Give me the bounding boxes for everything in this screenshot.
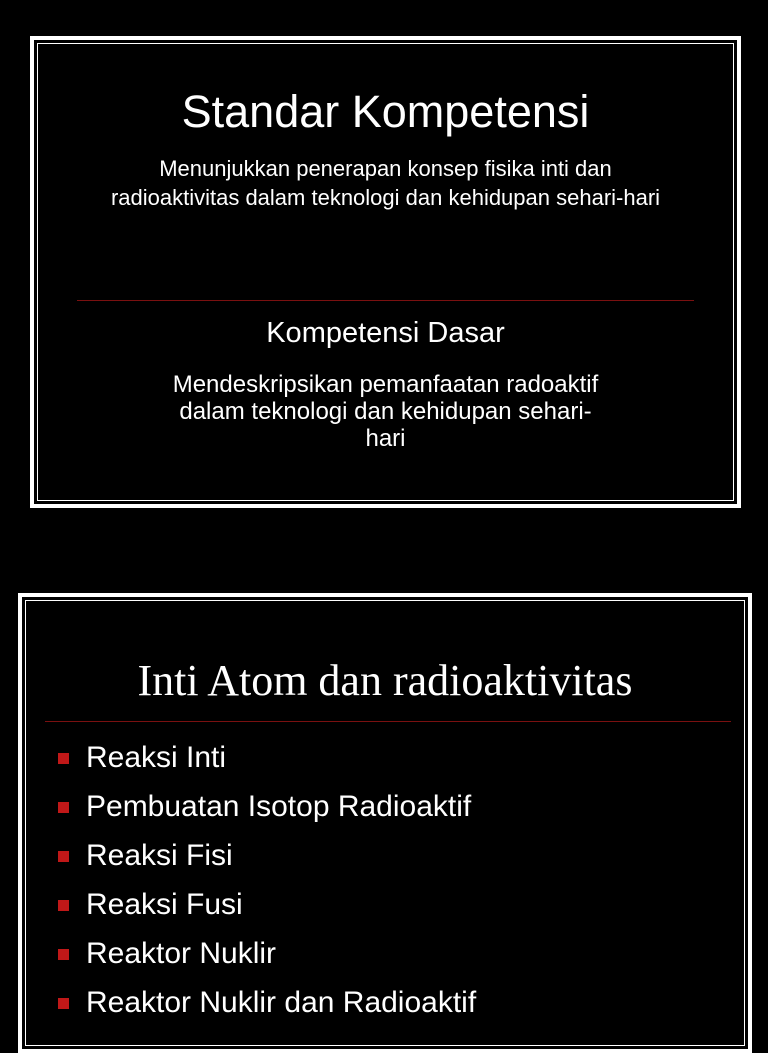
body-line: hari <box>365 425 406 452</box>
list-item <box>58 931 708 980</box>
square-bullet-icon <box>58 949 69 960</box>
slide-inti-atom <box>18 593 752 1053</box>
list-item <box>58 784 708 833</box>
list-item-label: Reaksi Fisi <box>86 839 233 872</box>
square-bullet-icon <box>58 900 69 911</box>
slide-standar-kompetensi <box>30 36 741 508</box>
topic-list <box>58 735 708 1029</box>
square-bullet-icon <box>58 802 69 813</box>
square-bullet-icon <box>58 851 69 862</box>
subtitle-line: Menunjukkan penerapan konsep fisika inti dan <box>159 156 612 181</box>
slide-subtitle <box>54 154 717 212</box>
section-body <box>129 371 642 452</box>
body-line: Mendeskripsikan pemanfaatan radoaktif <box>172 371 599 398</box>
square-bullet-icon <box>58 998 69 1009</box>
subtitle-line: radioaktivitas dalam teknologi dan kehidupan sehari-hari <box>110 185 661 210</box>
slide-title: Standar Kompetensi <box>181 86 590 137</box>
list-item <box>58 980 708 1029</box>
title-divider <box>45 721 731 722</box>
section-heading: Kompetensi Dasar <box>266 317 505 349</box>
list-item-label: Reaktor Nuklir <box>86 937 277 970</box>
list-item-label: Pembuatan Isotop Radioaktif <box>86 790 472 823</box>
section-divider <box>77 300 694 301</box>
list-item <box>58 833 708 882</box>
body-line: dalam teknologi dan kehidupan sehari- <box>179 398 592 425</box>
list-item-label: Reaksi Inti <box>86 741 227 774</box>
list-item <box>58 882 708 931</box>
list-item-label: Reaksi Fusi <box>86 888 243 921</box>
square-bullet-icon <box>58 753 69 764</box>
slide-title: Inti Atom dan radioaktivitas <box>137 656 633 705</box>
list-item <box>58 735 708 784</box>
list-item-label: Reaktor Nuklir dan Radioaktif <box>86 986 477 1019</box>
